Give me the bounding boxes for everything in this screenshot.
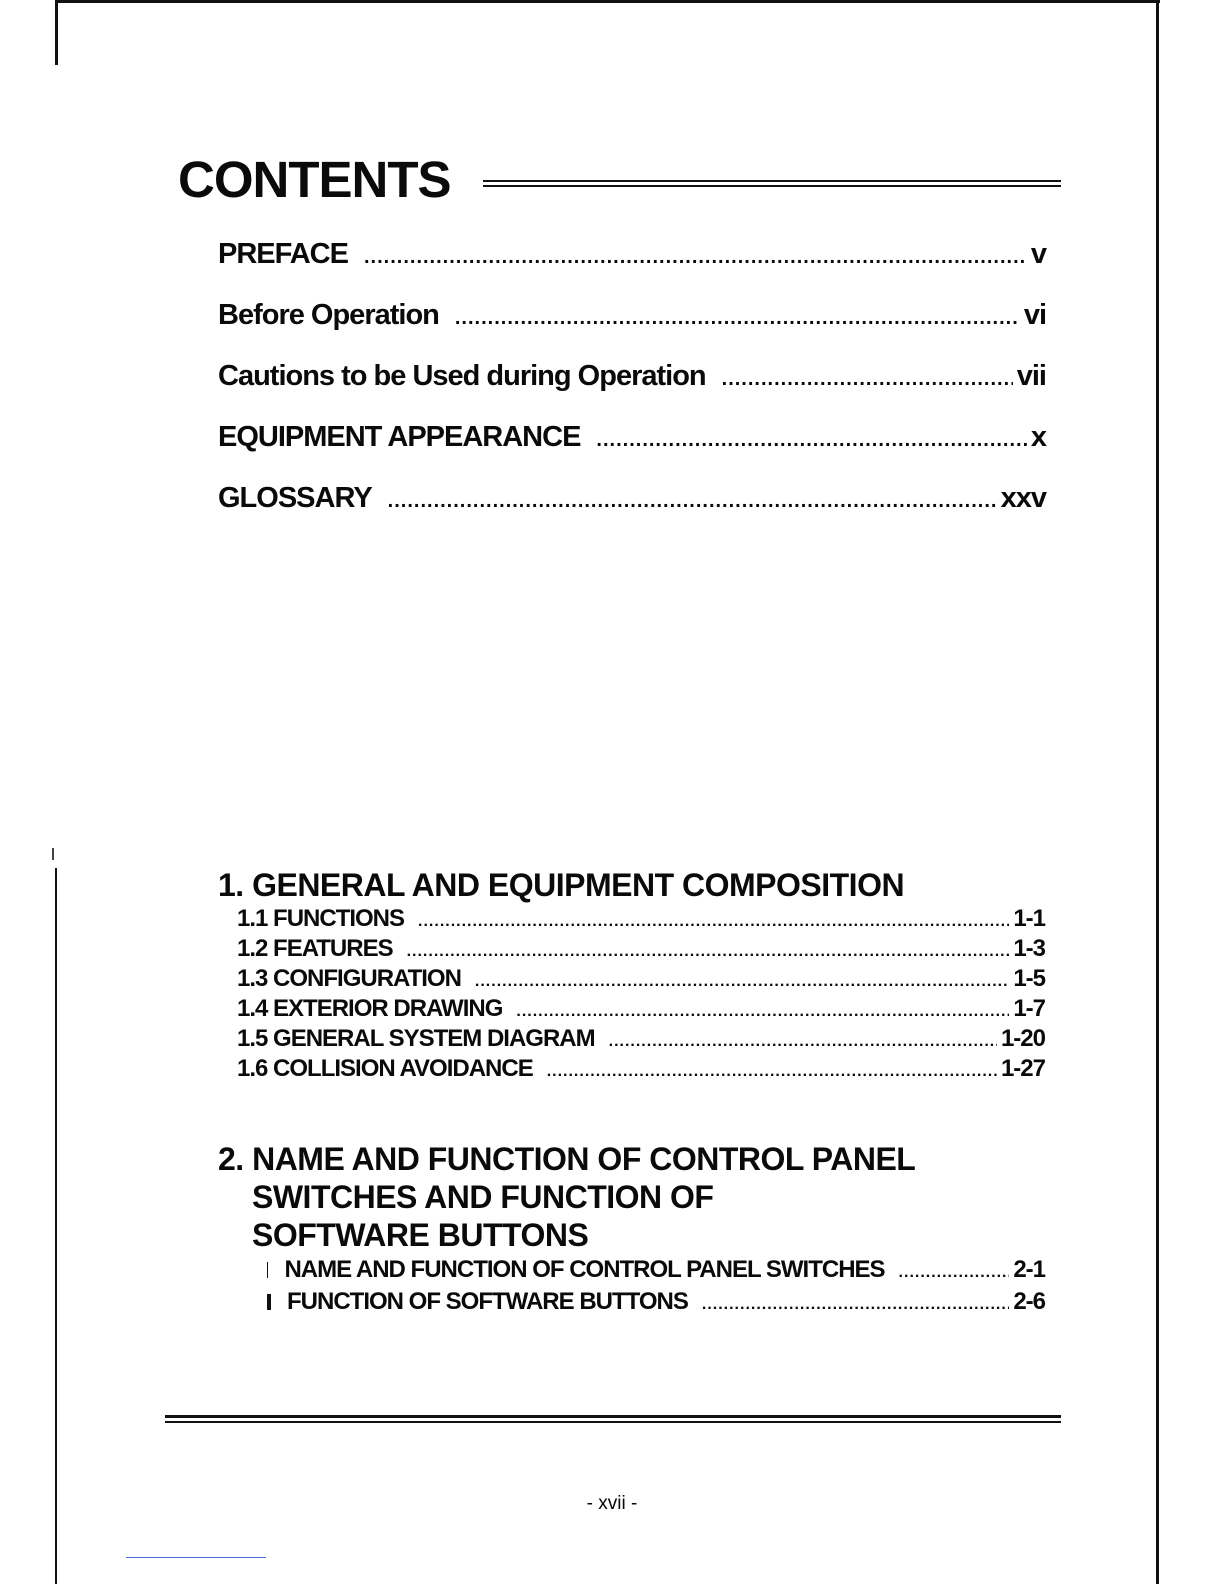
leader-dots (475, 967, 1009, 997)
toc-section-label: NAME AND FUNCTION OF CONTROL PANEL SWITCHES (284, 1256, 885, 1283)
leader-dots (364, 246, 1027, 269)
leader-dots (516, 997, 1009, 1027)
toc-entry-page: x (1030, 421, 1046, 453)
toc-section-page: 1-3 (1013, 935, 1045, 962)
chapter-heading-line: 1. GENERAL AND EQUIPMENT COMPOSITION (218, 867, 905, 903)
toc-entry-label: Cautions to be Used during Operation (218, 360, 706, 392)
leader-dots (596, 429, 1026, 452)
toc-section-page: 1-27 (1000, 1055, 1045, 1082)
leader-dots (547, 1057, 997, 1087)
toc-section-label: 1.3 CONFIGURATION (237, 965, 461, 992)
toc-entry-label: EQUIPMENT APPEARANCE (218, 421, 581, 453)
leader-dots (722, 368, 1013, 391)
leader-dots (899, 1257, 1010, 1289)
toc-section-page: 1-7 (1013, 995, 1045, 1022)
chapter-1-heading[interactable] (218, 866, 904, 904)
toc-entry-before-operation[interactable] (218, 299, 1046, 332)
chapter-2-heading[interactable] (218, 1140, 915, 1254)
leader-dots (418, 907, 1009, 937)
chapter-heading-line: SWITCHES AND FUNCTION OF (252, 1179, 714, 1215)
scan-border-left-bottom (55, 868, 57, 1584)
leader-dots (407, 937, 1010, 967)
toc-section-label: 1.5 GENERAL SYSTEM DIAGRAM (237, 1025, 595, 1052)
leader-dots (455, 307, 1020, 330)
toc-entry-label: Before Operation (218, 299, 439, 331)
toc-section-1-5[interactable] (237, 1024, 1045, 1057)
toc-section-page: 2-1 (1013, 1256, 1045, 1283)
scan-border-left-top (55, 0, 58, 65)
toc-section-2-software-buttons[interactable] (267, 1286, 1045, 1321)
toc-section-page: 1-1 (1013, 905, 1045, 932)
page-number: - xvii - (586, 1493, 638, 1514)
toc-entry-page: vi (1023, 299, 1046, 331)
footer-double-rule (165, 1415, 1061, 1423)
toc-section-1-3[interactable] (237, 964, 1045, 997)
toc-section-label: 1.1 FUNCTIONS (237, 905, 405, 932)
toc-section-page: 2-6 (1013, 1288, 1045, 1315)
toc-section-1-4[interactable] (237, 994, 1045, 1027)
leader-dots (388, 490, 997, 513)
chapter-heading-line: 2. NAME AND FUNCTION OF CONTROL PANEL (218, 1141, 916, 1177)
scan-blue-mark (126, 1557, 266, 1558)
toc-entry-page: vii (1016, 360, 1046, 392)
toc-section-page: 1-5 (1013, 965, 1045, 992)
toc-entry-cautions[interactable] (218, 360, 1046, 393)
toc-section-1-1[interactable] (237, 904, 1045, 937)
toc-entry-equipment-appearance[interactable] (218, 421, 1046, 454)
square-bullet-icon (267, 1294, 271, 1310)
title-double-rule (483, 180, 1061, 187)
toc-entry-label: PREFACE (218, 238, 348, 270)
square-bullet-icon (267, 1262, 268, 1278)
scan-border-top (55, 0, 1160, 3)
toc-entry-page: v (1030, 238, 1046, 270)
toc-section-label: 1.2 FEATURES (237, 935, 393, 962)
toc-entry-page: xxv (1000, 482, 1046, 514)
toc-section-label: FUNCTION OF SOFTWARE BUTTONS (287, 1288, 688, 1315)
toc-section-1-2[interactable] (237, 934, 1045, 967)
contents-title: CONTENTS (178, 151, 451, 208)
toc-section-1-6[interactable] (237, 1054, 1045, 1087)
scan-border-right (1156, 0, 1159, 1584)
toc-section-label: 1.4 EXTERIOR DRAWING (237, 995, 503, 1022)
scan-mark (52, 848, 54, 860)
toc-section-2-control-panel-switches[interactable] (267, 1254, 1045, 1289)
toc-entry-glossary[interactable] (218, 482, 1046, 515)
toc-entry-preface[interactable] (218, 238, 1046, 271)
leader-dots (702, 1289, 1009, 1321)
toc-section-label: 1.6 COLLISION AVOIDANCE (237, 1055, 533, 1082)
leader-dots (609, 1027, 997, 1057)
chapter-heading-line: SOFTWARE BUTTONS (252, 1217, 589, 1253)
toc-section-page: 1-20 (1000, 1025, 1045, 1052)
toc-entry-label: GLOSSARY (218, 482, 372, 514)
